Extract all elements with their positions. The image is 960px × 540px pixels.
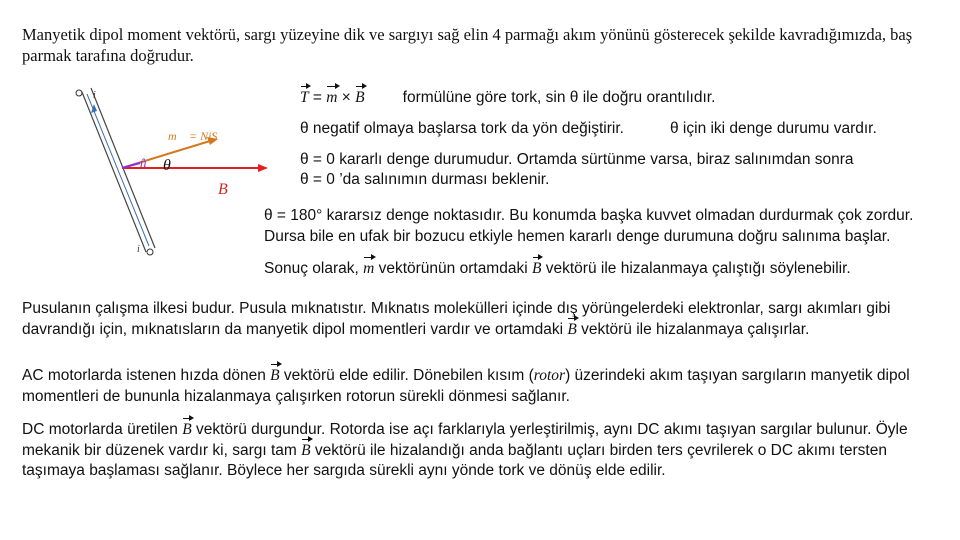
field-arrow-head [258,164,268,172]
moment-symbol: m [326,89,338,106]
moment-vector-label: m⃗ = NiS⃗ [168,129,227,143]
field-symbol: B [567,320,576,341]
ac-motor-paragraph: AC motorlarda istenen hızda dönen B vektörü elde edilir. Dönebilen kısım (rotor) üzerindeki akım taşıyan sargıların manyetik dipol momentleri de bununla hizalanmaya çalışırken rotorun sürekli dönmesi sağlanır. [22,367,910,405]
equilibrium-count-text: θ için iki denge durumu vardır. [670,120,877,137]
coil-edge [82,92,146,252]
torque-formula-line: T = m × B formülüne göre tork, sin θ ile doğru orantılıdır. [300,89,716,106]
unstable-equilibrium-line2: Dursa bile en ufak bir bozucu etkiyle hemen kararlı denge durumuna doğru salınıma başlar. [264,228,891,245]
field-symbol: B [270,366,279,387]
formula-text: formülüne göre tork, sin θ ile doğru orantılıdır. [402,89,716,106]
field-symbol: B [182,420,191,441]
intro-paragraph: Manyetik dipol moment vektörü, sargı yüzeyine dik ve sargıyı sağ elin 4 parmağı akım yönünü gösterecek şekilde kavradığımızda, baş parmak tarafına doğrudur. [22,25,913,65]
moment-symbol: m [363,260,375,277]
field-symbol: B [355,89,365,106]
field-symbol: B [301,441,310,462]
rotor-term: rotor [533,367,566,384]
coil-terminal [147,249,153,255]
dc-motor-paragraph: DC motorlarda üretilen B vektörü durgundur. Rotorda ise açı farklarıyla yerleştirilmiş, aynı DC akımı taşıyan sargılar bulunur. Öyle mekanik bir düzenek vardır ki, sargı tam B vektörü ile hizalandığı anda bağlantı uçları birden ters çevrilerek o DC akımı tersten taşımaya başlaması sağlanır. Böylece her sargıda sürekli aynı yönde tork ve dönüş elde edilir. [22,421,908,479]
sign-change-text: θ negatif olmaya başlarsa tork da yön değiştirir. [300,120,624,137]
compass-paragraph: Pusulanın çalışma ilkesi budur. Pusula mıknatıstır. Mıknatıs molekülleri içinde dış yörüngelerdeki elektronlar, sargı akımları gibi davrandığı için, mıknatısların da manyetik dipol momentleri vardır ve ortamdaki B vektörü ile hizalanmaya çalışırlar. [22,299,942,340]
conclusion-line: Sonuç olarak, m vektörünün ortamdaki B vektörü ile hizalanmaya çalıştığı söylenebilir. [264,260,851,277]
current-label-bottom: i [137,244,140,255]
field-symbol: B [531,260,542,277]
torque-symbol: T [300,89,309,106]
coil-diagram [60,80,280,270]
stable-equilibrium-line1: θ = 0 kararlı denge durumudur. Ortamda sürtünme varsa, biraz salınımdan sonra [300,151,854,168]
stable-equilibrium-line2: θ = 0 ’da salınımın durması beklenir. [300,171,550,188]
angle-label: θ [163,157,171,174]
field-vector-label: B⃗ [218,181,241,198]
unstable-equilibrium-line1: θ = 180° kararsız denge noktasıdır. Bu konumda başka kuvvet olmadan durdurmak çok zordur. [264,207,914,224]
coil-terminal [76,90,82,96]
coil-current-line [87,94,149,246]
current-label-top: i [93,90,96,101]
normal-vector-label: n̂ [140,155,147,170]
